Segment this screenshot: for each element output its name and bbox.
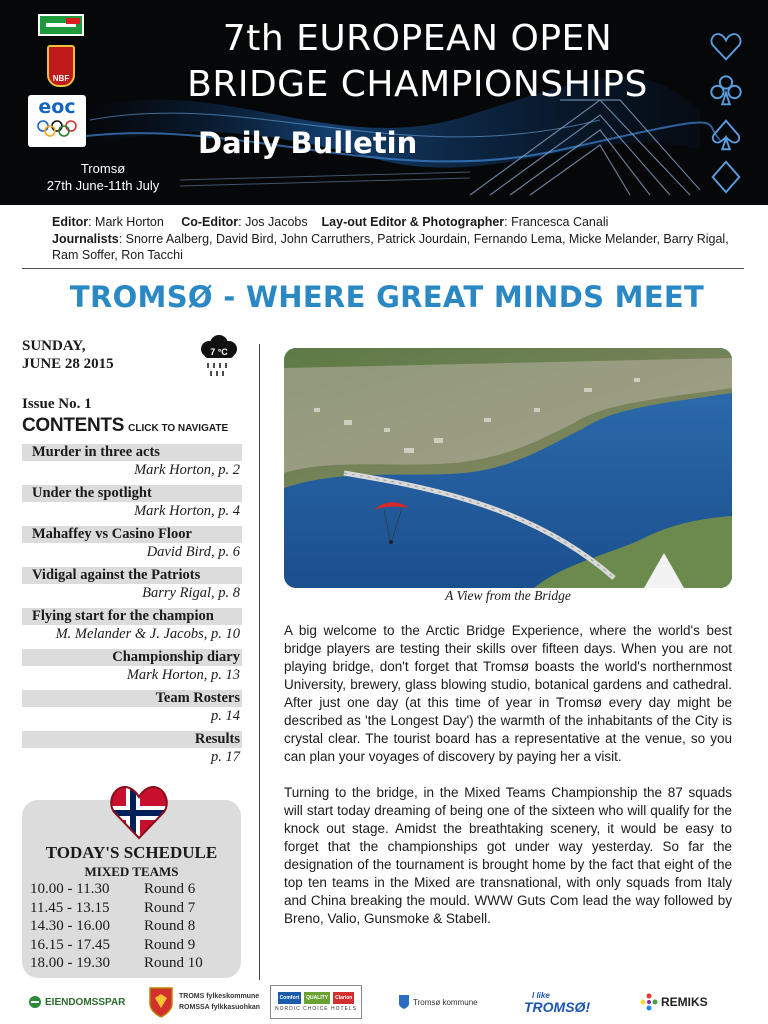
schedule-time: 16.15 - 17.45 (30, 936, 110, 953)
sponsor-troms-text (179, 991, 260, 1013)
toc-item-author: p. 17 (211, 749, 240, 765)
toc-item[interactable] (22, 444, 242, 479)
toc-item-title[interactable]: Vidigal against the Patriots (22, 567, 242, 584)
column-divider (259, 344, 260, 980)
sponsor-bar (0, 985, 768, 1021)
toc-item-title[interactable]: Results (22, 731, 242, 748)
schedule-subtitle: MIXED TEAMS (84, 864, 179, 879)
logo-flag (38, 14, 84, 36)
schedule-time: 10.00 - 11.30 (30, 881, 110, 897)
masthead-title-line2: BRIDGE CHAMPIONSHIPS (187, 64, 648, 105)
eiendomsspar-logo-icon (28, 995, 42, 1009)
toc-item-author: David Bird, p. 6 (146, 544, 240, 560)
schedule-row (30, 954, 235, 973)
schedule-time: 11.45 - 13.15 (30, 899, 110, 916)
spade-suit-icon (707, 116, 745, 154)
table-of-contents (22, 444, 242, 772)
photo-caption: A View from the Bridge (445, 588, 571, 603)
toc-item[interactable] (22, 526, 242, 561)
sponsor-tromso-text: TROMSØ! (524, 998, 591, 1015)
sponsor-tromso-kommune (398, 985, 478, 1019)
sponsor-i-like-text: I like (532, 990, 550, 1000)
tromso-kommune-crest-icon (398, 994, 410, 1010)
sponsor-troms-line1: TROMS fylkeskommune (179, 993, 260, 1000)
toc-item-title[interactable]: Mahaffey vs Casino Floor (22, 526, 242, 543)
schedule-title: TODAY'S SCHEDULE (45, 843, 218, 862)
divider (22, 268, 744, 269)
nbf-logo: NBF (47, 45, 75, 87)
contents-title: CONTENTS (22, 415, 125, 436)
norway-heart-icon (108, 782, 170, 842)
sponsor-remiks (640, 985, 708, 1019)
diamond-suit-icon (707, 158, 745, 196)
toc-item-title[interactable]: Murder in three acts (22, 444, 242, 461)
troms-crest-icon (148, 986, 174, 1018)
masthead-title (140, 16, 695, 108)
sponsor-nordic-choice (270, 985, 362, 1019)
toc-item-author: Mark Horton, p. 4 (134, 503, 240, 519)
heart-suit-icon (707, 28, 745, 66)
masthead (0, 0, 768, 205)
contents-hint: CLICK TO NAVIGATE (128, 423, 229, 434)
remiks-logo-icon (640, 993, 658, 1011)
issue-date-day: SUNDAY, (22, 338, 86, 354)
sponsor-eiendomsspar (28, 985, 125, 1019)
olympic-rings-icon (34, 119, 80, 139)
toc-item-title[interactable]: Under the spotlight (22, 485, 242, 502)
article-paragraph: A big welcome to the Arctic Bridge Experience, where the world's best bridge players are testing their skills over fifteen days. When you are not playing bridge, don't forget that Tromsø boasts the world's northernmost University, brewery, glass blowing studio, botanical gardens and cathedral. After just one day (at this time of year in Tromsø every day might be described as 'the Longest Day') the warmth of the inhabitants of the City is crystal clear. The tourist board has a representative at the venue, so you can plan your voyages of discovery by paying her a visit. (284, 623, 732, 764)
toc-item-title[interactable]: Team Rosters (22, 690, 242, 707)
coeditor-name: : Jos Jacobs (238, 215, 308, 229)
event-place-dates (28, 160, 178, 194)
brand-comfort: Comfort (278, 992, 301, 1004)
editor-label: Editor (52, 215, 89, 229)
layout-editor-name: : Francesca Canali (504, 215, 609, 229)
bridge-photo-image (284, 348, 732, 588)
journalists-names: : Snorre Aalberg, David Bird, John Carruthers, Patrick Jourdain, Fernando Lema, Micke Melander, Barry Rigal, Ram Soffer, Ron Tacchi (52, 231, 729, 262)
sponsor-troms-line2: ROMSSA fylkkasuohkan (179, 1004, 261, 1011)
layout-editor-label: Lay-out Editor & Photographer (321, 215, 505, 229)
sponsor-troms (148, 985, 260, 1019)
sponsor-remiks-text: REMIKS (661, 995, 708, 1009)
toc-item-author: p. 14 (211, 708, 240, 724)
sponsor-i-like-tromso (524, 985, 590, 1019)
schedule-rows (30, 880, 235, 973)
event-place: Tromsø (80, 161, 126, 176)
toc-item-title[interactable]: Flying start for the champion (22, 608, 242, 625)
rain-cloud-icon (196, 334, 242, 380)
schedule-round: Round 6 (144, 881, 196, 897)
toc-item[interactable] (22, 608, 242, 643)
toc-item[interactable] (22, 567, 242, 602)
article-body (284, 622, 732, 946)
club-suit-icon (707, 72, 745, 110)
sponsor-tromso-kommune-text: Tromsø kommune (413, 997, 478, 1007)
schedule-row (30, 899, 235, 918)
toc-item[interactable] (22, 649, 242, 684)
sponsor-eiendomsspar-text: EIENDOMSSPAR (45, 996, 126, 1008)
issue-date-full: JUNE 28 2015 (22, 356, 114, 372)
weather-temperature: 7 °C (210, 347, 228, 357)
schedule-round: Round 9 (144, 936, 196, 953)
contents-heading (22, 415, 228, 437)
eoc-logo-text: eoc (38, 96, 76, 118)
schedule-row (30, 880, 235, 899)
toc-item-author: Mark Horton, p. 13 (126, 667, 240, 683)
toc-item-author: Barry Rigal, p. 8 (142, 585, 240, 601)
issue-number: Issue No. 1 (22, 396, 92, 412)
eoc-logo (28, 95, 86, 147)
toc-item-author: M. Melander & J. Jacobs, p. 10 (55, 626, 240, 642)
schedule-round: Round 7 (144, 899, 196, 916)
credits-line1 (52, 214, 752, 231)
brand-quality: QUALITY (304, 992, 330, 1004)
toc-item[interactable] (22, 690, 242, 725)
daily-bulletin-label: Daily Bulletin (198, 126, 418, 160)
schedule-time: 18.00 - 19.30 (30, 955, 110, 971)
coeditor-label: Co-Editor (181, 215, 239, 229)
event-dates: 27th June-11th July (46, 178, 160, 193)
sponsor-nordic-choice-text: NORDIC CHOICE HOTELS (275, 1006, 357, 1012)
schedule-row (30, 936, 235, 955)
editor-name: : Mark Horton (88, 215, 164, 229)
toc-item-title[interactable]: Championship diary (22, 649, 242, 666)
article-paragraph: Turning to the bridge, in the Mixed Teams Championship the 87 squads will start today dreaming of being one of the sixteen who will qualify for the knock out stage. Amidst the breathtaking scenery, it would be easy to forget that the championships got under way yesterday. So far the designation of the tournament is brought home by the fact that eight of the top ten teams in the Mixed are transnational, with only squads from Italy and China breaking the mould. WWW Guts Com lead the way followed by Breno, Valio, Gunsmoke & Stabell. (284, 785, 732, 926)
toc-item-author: Mark Horton, p. 2 (134, 462, 240, 478)
masthead-title-line1: 7th EUROPEAN OPEN (222, 18, 613, 59)
sponsor-nordic-choice-brands (278, 992, 355, 1004)
toc-item[interactable] (22, 485, 242, 520)
brand-clarion: Clarion (333, 992, 354, 1004)
toc-item[interactable] (22, 731, 242, 766)
schedule-row (30, 917, 235, 936)
schedule-time: 14.30 - 16.00 (30, 918, 110, 934)
schedule-round: Round 10 (144, 955, 203, 971)
credits (52, 214, 752, 264)
credits-journalists (52, 231, 752, 264)
bridge-photo (284, 348, 732, 588)
headline: TROMSØ - WHERE GREAT MINDS MEET (69, 280, 705, 314)
journalists-label: Journalists (52, 231, 119, 246)
schedule-round: Round 8 (144, 918, 196, 934)
issue-date (22, 337, 114, 373)
